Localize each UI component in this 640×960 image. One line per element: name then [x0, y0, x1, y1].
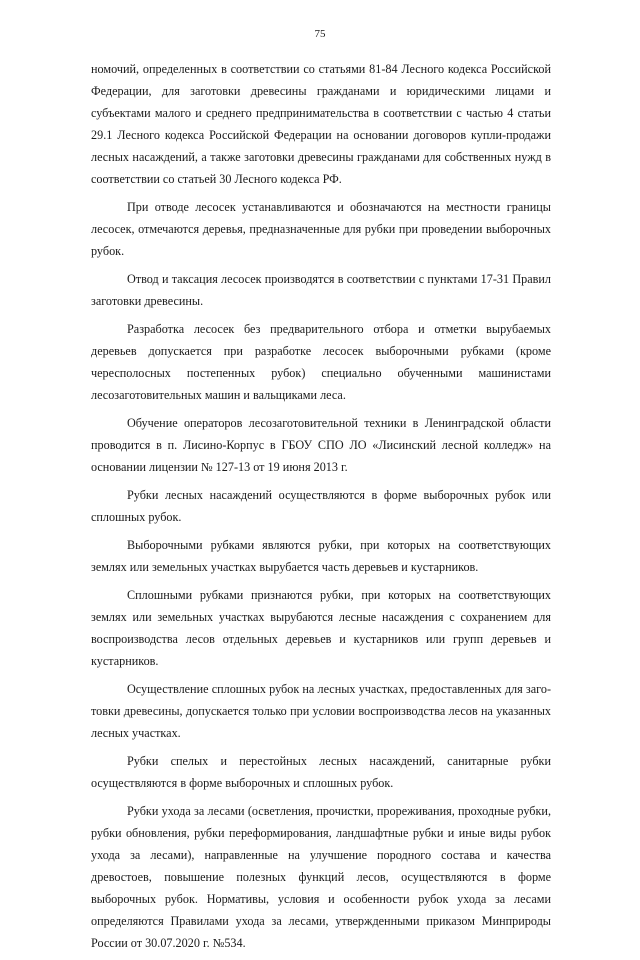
paragraph: Выборочными рубками являются рубки, при которых на соответствующих землях или земельных участках вырубается часть деревьев и кустарников.	[91, 538, 551, 574]
paragraph: Сплошными рубками признаются рубки, при которых на соответствующих землях или земельных участках вырубаются лесные насаждения с сохранением для воспроизводства лесов отдельных деревьев и кустарников или групп деревьев и кустарников.	[91, 588, 551, 668]
paragraph: Отвод и таксация лесосек производятся в соответствии с пунктами 17-31 Правил заготовки древесины.	[91, 272, 551, 308]
paragraph: При отводе лесосек устанавливаются и обозначаются на местности границы лесосек, отмечаются деревья, предназначенные для рубки при проведении выборочных рубок.	[91, 200, 551, 258]
paragraph: Осуществление сплошных рубок на лесных участках, предоставленных для заготовки древесины, допускается только при условии воспроизводства лесов на указанных лесных участках.	[91, 682, 551, 740]
document-body	[91, 58, 551, 960]
paragraph: номочий, определенных в соответствии со статьями 81-84 Лесного кодекса Российской Федерации, для заготовки древесины гражданами и юридическими лицами и субъектами малого и среднего предпринимательства в соответствии с частью 4 статьи 29.1 Лесного кодекса Российской Федерации на основании договоров купли-продажи лесных насаждений, а также заготовки древесины гражданами для собственных нужд в соответствии со статьей 30 Лесного кодекса РФ.	[91, 62, 551, 186]
paragraph: Разработка лесосек без предварительного отбора и отметки вырубаемых деревьев допускается при разработке лесосек выборочными рубками (кроме чересполосных постепенных рубок) специально обученными машинистами лесозаготовительных машин и вальщиками леса.	[91, 322, 551, 402]
paragraph: Рубки лесных насаждений осуществляются в форме выборочных рубок или сплошных рубок.	[91, 488, 551, 524]
page-number: 75	[314, 28, 326, 40]
paragraph: Обучение операторов лесозаготовительной техники в Ленинградской области проводится в п. Лисино-Корпус в ГБОУ СПО ЛО «Лисинский лесной колледж» на основании лицензии № 127-13 от 19 июня 2013 г.	[91, 416, 551, 474]
paragraph: Рубки ухода за лесами (осветления, прочистки, прореживания, проходные рубки, рубки обновления, рубки переформирования, ландшафтные рубки и иные виды рубок ухода за лесами), направленные на улучшение породного состава и качества древостоев, повышение полезных функций лесов, осуществляются в форме выборочных рубок. Нормативы, условия и особенности рубок ухода за лесами определяются Правилами ухода за лесами, утвержденными приказом Минприроды России от 30.07.2020 г. №534.	[91, 804, 551, 950]
paragraph: Рубки спелых и перестойных лесных насаждений, санитарные рубки осуществляются в форме выборочных и сплошных рубок.	[91, 754, 551, 790]
